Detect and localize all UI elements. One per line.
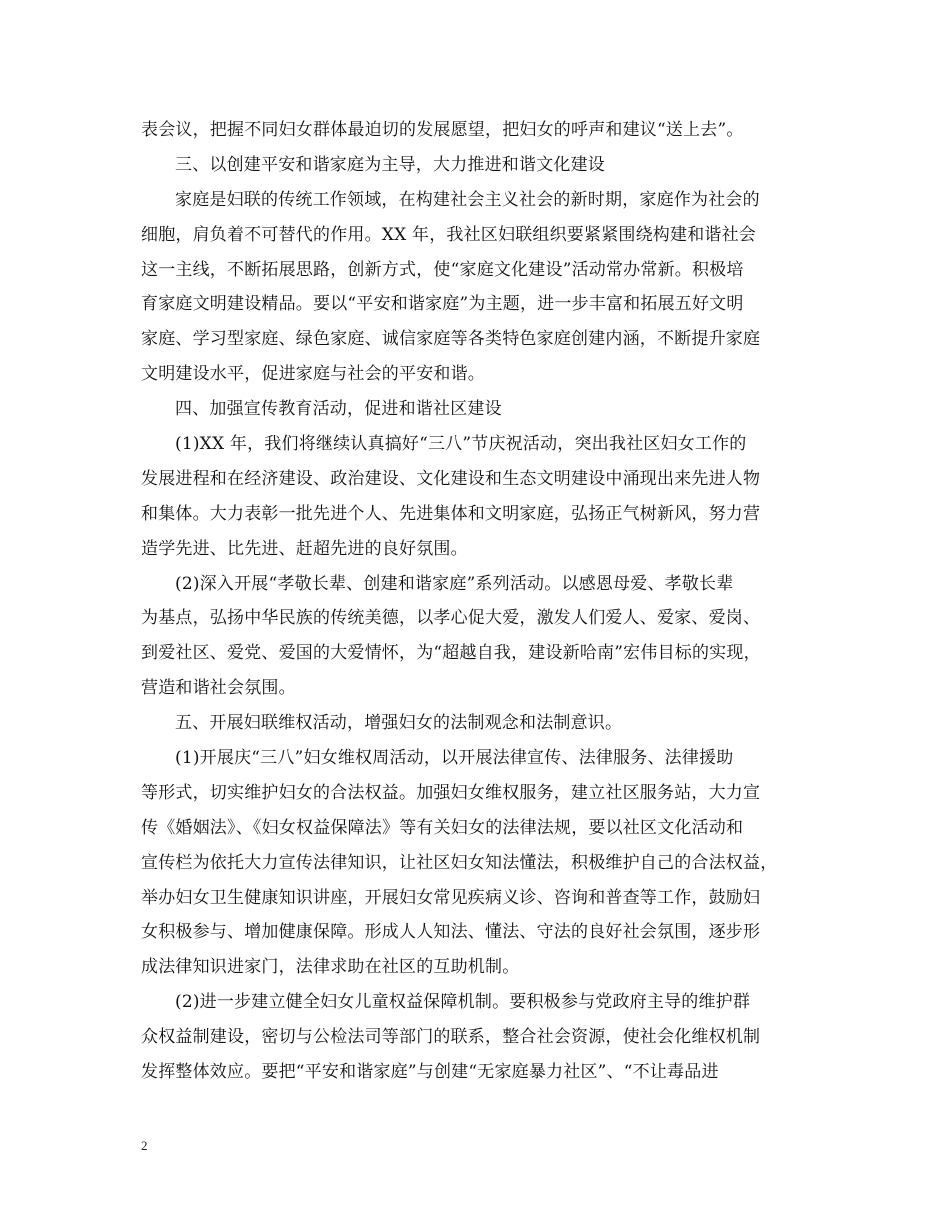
text-line: 传《婚姻法》、《妇女权益保障法》等有关妇女的法律法规，要以社区文化活动和	[141, 817, 744, 838]
text-line: 表会议，把握不同妇女群体最迫切的发展愿望，把妇女的呼声和建议“送上去”。	[141, 120, 744, 140]
text-line: 女积极参与、增加健康保障。形成人人知法、懂法、守法的良好社会氛围，逐步形	[141, 922, 761, 943]
text-line: (1)开展庆“三八”妇女维权周活动，以开展法律宣传、法律服务、法律援助	[175, 748, 734, 769]
text-line: 到爱社区、爱党、爱国的大爱情怀，为“超越自我，建设新哈南”宏伟目标的实现，	[141, 643, 761, 664]
text-line: 细胞，肩负着不可替代的作用。XX 年，我社区妇联组织要紧紧围绕构建和谐社会	[141, 224, 757, 245]
text-line: 这一主线，不断拓展思路，创新方式，使“家庭文化建设”活动常办常新。积极培	[141, 259, 744, 280]
text-line: 育家庭文明建设精品。要以“平安和谐家庭”为主题，进一步丰富和拓展五好文明	[141, 294, 744, 315]
text-line: 宣传栏为依托大力宣传法律知识，让社区妇女知法懂法，积极维护自己的合法权益，	[141, 852, 778, 873]
text-line: (2)深入开展“孝敬长辈、创建和谐家庭”系列活动。以感恩母爱、孝敬长辈	[175, 573, 734, 594]
text-line: 文明建设水平，促进家庭与社会的平安和谐。	[141, 364, 485, 385]
text-line: 四、加强宣传教育活动，促进和谐社区建设	[175, 399, 502, 420]
body-text	[141, 113, 821, 1090]
text-line: 发挥整体效应。要把“平安和谐家庭”与创建“无家庭暴力社区”、“不让毒品进	[141, 1062, 719, 1083]
text-line: 成法律知识进家门，法律求助在社区的互助机制。	[141, 957, 520, 978]
text-line: 为基点，弘扬中华民族的传统美德，以孝心促大爱，激发人们爱人、爱家、爱岗、	[141, 608, 761, 629]
text-line: 造学先进、比先进、赶超先进的良好氛围。	[141, 538, 468, 559]
text-line: 营造和谐社会氛围。	[141, 678, 296, 699]
text-line: 家庭是妇联的传统工作领域，在构建社会主义社会的新时期，家庭作为社会的	[175, 189, 760, 210]
text-line: 举办妇女卫生健康知识讲座，开展妇女常见疾病义诊、咨询和普查等工作，鼓励妇	[141, 887, 761, 908]
text-line: 三、以创建平安和谐家庭为主导，大力推进和谐文化建设	[175, 154, 605, 175]
text-line: 五、开展妇联维权活动，增强妇女的法制观念和法制意识。	[175, 713, 623, 734]
text-line: (1)XX 年，我们将继续认真搞好“三八”节庆祝活动，突出我社区妇女工作的	[175, 434, 747, 455]
text-line: 发展进程和在经济建设、政治建设、文化建设和生态文明建设中涌现出来先进人物	[141, 468, 761, 489]
text-line: 和集体。大力表彰一批先进个人、先进集体和文明家庭，弘扬正气树新风，努力营	[141, 503, 761, 524]
text-line: 众权益制建设，密切与公检法司等部门的联系，整合社会资源，使社会化维权机制	[141, 1027, 761, 1048]
text-line: 家庭、学习型家庭、绿色家庭、诚信家庭等各类特色家庭创建内涵，不断提升家庭	[141, 329, 761, 350]
text-line: 等形式，切实维护妇女的合法权益。加强妇女维权服务，建立社区服务站，大力宣	[141, 782, 761, 803]
text-line: (2)进一步建立健全妇女儿童权益保障机制。要积极参与党政府主导的维护群	[175, 992, 751, 1013]
page-number: 2	[141, 1138, 148, 1153]
